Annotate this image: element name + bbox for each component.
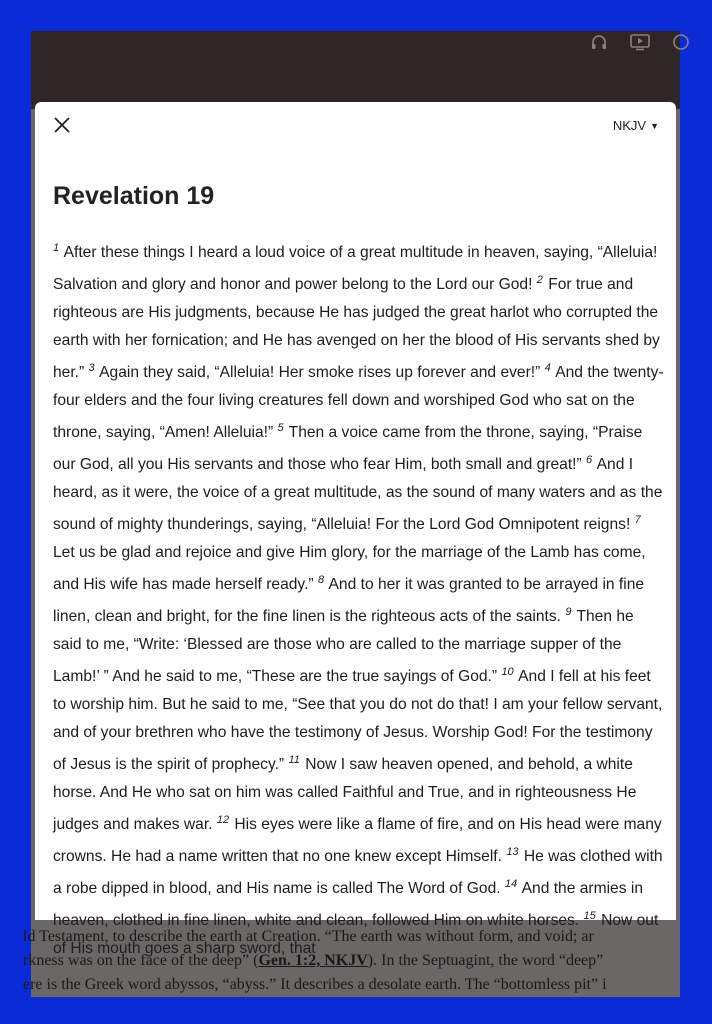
- verse-text: Now I saw heaven opened, and behold, a white horse. And He who sat on him was called Faithful and True, and in righteousness He judges and makes war.: [53, 756, 637, 834]
- verse-number: 9: [565, 606, 572, 619]
- verse-text: Now out of His mouth goes a sharp sword, that: [53, 912, 659, 958]
- verse-number: 14: [504, 878, 518, 891]
- verse-number: 8: [317, 574, 325, 587]
- chapter-title: Revelation 19: [53, 182, 215, 210]
- background-line-text: ). In the Septuagint, the word “deep”: [367, 952, 604, 969]
- headphones-icon[interactable]: [590, 33, 608, 56]
- verse-text: His eyes were like a flame of fire, and on His head were many crowns. He had a name written that no one knew except Himself.: [53, 816, 662, 866]
- verse-text: He was clothed with a robe dipped in blood, and His name is called The Word of God.: [53, 848, 663, 898]
- background-line-text: rkness was on the face of the deep” (: [23, 952, 259, 969]
- verse-number: 6: [586, 454, 593, 467]
- verse-text: For true and righteous are His judgments, because He has judged the great harlot who corrupted the earth with her fornication; and He has avenged on her the blood of His servants shed by her.”: [53, 276, 660, 382]
- verse-text: And the armies in heaven, clothed in fine linen, white and clean, followed Him on white horses.: [53, 880, 643, 930]
- caret-down-icon: ▼: [650, 120, 659, 131]
- toolbar-icons: [590, 33, 680, 56]
- verse-number: 12: [216, 814, 230, 827]
- verse-number: 7: [634, 514, 641, 527]
- verse-text: And I heard, as it were, the voice of a great multitude, as the sound of many waters and as the sound of mighty thunderings, saying, “Alleluia! For the Lord God Omnipotent reigns!: [53, 456, 663, 534]
- close-button[interactable]: [49, 112, 75, 138]
- verse-text: After these things I heard a loud voice of a great multitude in heaven, saying, “Alleluia! Salvation and glory and honor and power belong to the Lord our God!: [53, 244, 658, 294]
- verse-text: And to her it was granted to be arrayed in fine linen, clean and bright, for the fine linen is the righteous acts of the saints.: [53, 576, 645, 626]
- close-icon: [49, 112, 75, 138]
- verse-text: Again they said, “Alleluia! Her smoke rises up forever and ever!”: [95, 364, 545, 382]
- verse-number: 1: [53, 242, 60, 254]
- verse-text: And I fell at his feet to worship him. But he said to me, “See that you do not do that! I am your fellow servant, and of your brethren who have the testimony of Jesus. Worship God! For the testimony of Jesus is the spirit of prophecy.”: [53, 668, 663, 774]
- verse-text: Then a voice came from the throne, saying, “Praise our God, all you His servants and those who fear Him, both small and great!”: [53, 424, 643, 474]
- verse-text: And the twenty-four elders and the four living creatures fell down and worshiped God who sat on the throne, saying, “Amen! Alleluia!”: [53, 364, 664, 442]
- background-line: ere is the Greek word abyssos, “abyss.” It describes a desolate earth. The “bottomless pit” i: [23, 976, 607, 993]
- verse-number: 13: [506, 846, 519, 859]
- verse-number: 11: [288, 754, 300, 767]
- more-icon[interactable]: [672, 33, 680, 56]
- verse-number: 15: [583, 910, 596, 923]
- scripture-reference-link[interactable]: Gen. 1:2, NKJV: [258, 952, 368, 969]
- verse-number: 3: [88, 362, 95, 374]
- verse-text: Then he said to me, “Write: ‘Blessed are those who are called to the marriage supper of the Lamb!’ ” And he said to me, “These are the true sayings of God.”: [53, 608, 634, 686]
- verse-text: Let us be glad and rejoice and give Him glory, for the marriage of the Lamb has come, and His wife has made herself ready.”: [53, 544, 646, 594]
- top-toolbar: [31, 31, 680, 109]
- verse-number: 5: [277, 422, 284, 434]
- background-line: ld Testament, to describe the earth at Creation. “The earth was without form, and void; ar: [23, 928, 594, 945]
- verse-number: 2: [536, 274, 543, 287]
- passage-text: [53, 235, 665, 963]
- verse-number: 10: [501, 666, 514, 679]
- version-selector[interactable]: [613, 118, 659, 133]
- play-video-icon[interactable]: [630, 33, 650, 56]
- verse-number: 4: [544, 362, 551, 374]
- version-label: NKJV: [612, 118, 647, 133]
